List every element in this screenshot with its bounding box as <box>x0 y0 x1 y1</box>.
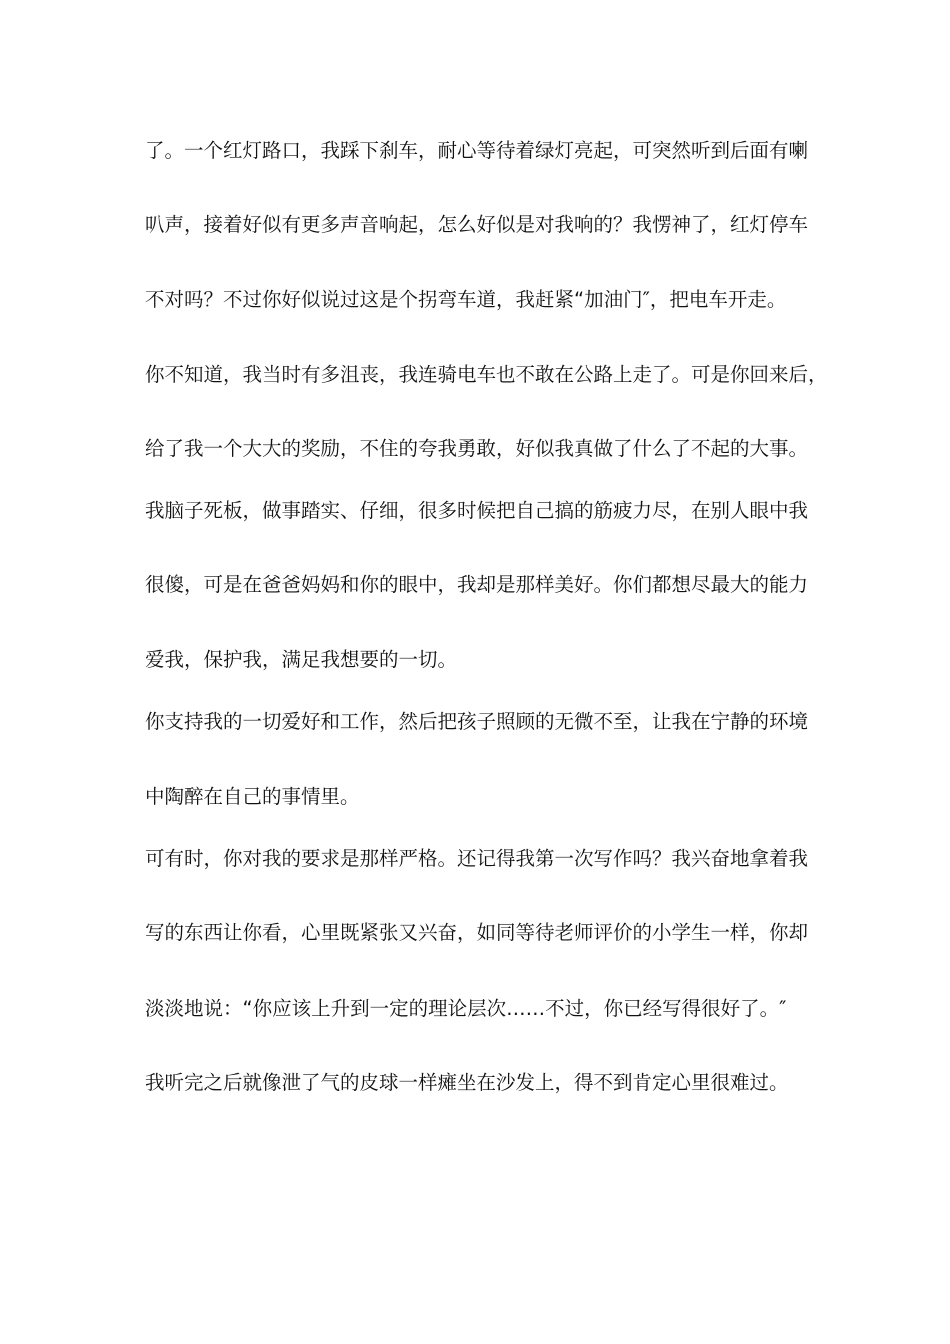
text-line-3: 不对吗？不过你好似说过这是个拐弯车道，我赶紧“加油门″，把电车开走。 <box>145 288 787 311</box>
text-line-12: 写的东西让你看，心里既紧张又兴奋，如同等待老师评价的小学生一样，你却 <box>145 921 809 944</box>
text-line-11: 可有时，你对我的要求是那样严格。还记得我第一次写作吗？我兴奋地拿着我 <box>145 847 809 870</box>
text-line-8: 爱我，保护我，满足我想要的一切。 <box>145 648 458 671</box>
text-line-4: 你不知道，我当时有多沮丧，我连骑电车也不敢在公路上走了。可是你回来后， <box>145 363 828 386</box>
text-line-10: 中陶醉在自己的事情里。 <box>145 785 360 808</box>
text-line-14: 我听完之后就像泄了气的皮球一样瘫坐在沙发上，得不到肯定心里很难过。 <box>145 1071 789 1094</box>
text-line-7: 很傻，可是在爸爸妈妈和你的眼中，我却是那样美好。你们都想尽最大的能力 <box>145 573 809 596</box>
text-line-2: 叭声，接着好似有更多声音响起，怎么好似是对我响的？我愣神了，红灯停车 <box>145 213 809 236</box>
text-line-5: 给了我一个大大的奖励，不住的夸我勇敢，好似我真做了什么了不起的大事。 <box>145 437 809 460</box>
text-line-6: 我脑子死板，做事踏实、仔细，很多时候把自己搞的筋疲力尽，在别人眼中我 <box>145 499 809 522</box>
text-line-9: 你支持我的一切爱好和工作，然后把孩子照顾的无微不至，让我在宁静的环境 <box>145 710 809 733</box>
text-line-13: 淡淡地说：“你应该上升到一定的理论层次……不过，你已经写得很好了。″ <box>145 997 787 1020</box>
text-line-1: 了。一个红灯路口，我踩下刹车，耐心等待着绿灯亮起，可突然听到后面有喇 <box>145 139 809 162</box>
